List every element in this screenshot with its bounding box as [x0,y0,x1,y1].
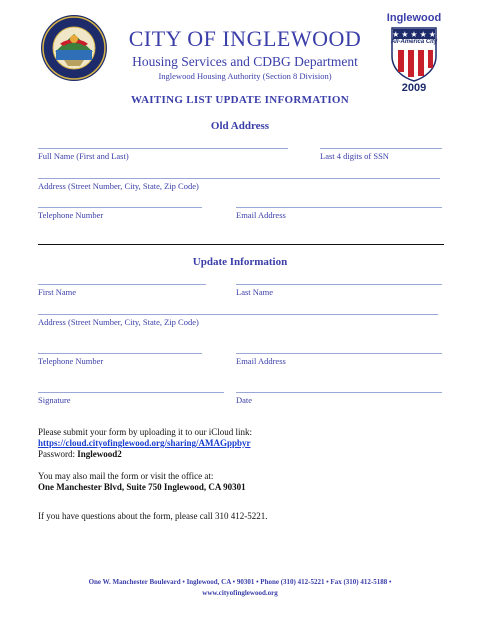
password-label: Password: [38,449,78,459]
new-address-field[interactable] [38,314,438,315]
first-name-field[interactable] [38,284,206,285]
ssn-field[interactable] [320,148,442,149]
full-name-label: Full Name (First and Last) [38,151,129,161]
old-address-label: Address (Street Number, City, State, Zip Code) [38,181,199,191]
date-field[interactable] [236,392,442,393]
section-divider [38,244,444,245]
last-name-field[interactable] [236,284,442,285]
questions-text: If you have questions about the form, please call 310 412-5221. [38,511,268,521]
footer-address: One W. Manchester Boulevard • Inglewood, CA • 90301 • Phone (310) 412-5221 • Fax (310) 412-5188 • [88,578,392,586]
division-name: Inglewood Housing Authority (Section 8 Division) [158,71,332,81]
new-phone-label: Telephone Number [38,356,104,366]
all-america-city-badge [378,12,450,96]
old-phone-label: Telephone Number [38,210,104,220]
date-label: Date [236,395,253,405]
form-title: WAITING LIST UPDATE INFORMATION [130,94,350,106]
shield-icon [390,26,438,82]
ssn-label: Last 4 digits of SSN [320,151,389,161]
old-address-title: Old Address [210,120,270,132]
old-email-field[interactable] [236,207,442,208]
signature-label: Signature [38,395,71,405]
old-phone-field[interactable] [38,207,202,208]
mail-instructions: You may also mail the form or visit the office at: [38,471,214,481]
password-value: Inglewood2 [77,449,122,459]
signature-field[interactable] [38,392,224,393]
update-info-title: Update Information [192,256,288,268]
footer-website[interactable]: www.cityofinglewood.org [202,589,278,597]
first-name-label: First Name [38,287,77,297]
old-email-label: Email Address [236,210,286,220]
last-name-label: Last Name [236,287,274,297]
new-address-label: Address (Street Number, City, State, Zip Code) [38,317,199,327]
new-phone-field[interactable] [38,353,202,354]
svg-text:★ ★ ★ ★ ★: ★ ★ ★ ★ ★ [392,30,436,39]
old-address-field[interactable] [38,178,440,179]
full-name-field[interactable] [38,148,288,149]
icloud-link[interactable]: https://cloud.cityofinglewood.org/sharing/AMAGppbyr [38,438,251,448]
submit-instructions: Please submit your form by uploading it to our iCloud link: [38,427,252,437]
city-seal-logo [40,14,108,82]
new-email-label: Email Address [236,356,286,366]
department-name: Housing Services and CDBG Department [132,54,358,69]
badge-city: Inglewood [386,12,442,24]
office-address: One Manchester Blvd, Suite 750 Inglewood, CA 90301 [38,482,246,492]
new-email-field[interactable] [236,353,442,354]
badge-title: All-America City [390,39,438,45]
org-name: CITY OF INGLEWOOD [128,26,362,51]
badge-year: 2009 [401,82,427,94]
password-line [38,449,122,459]
